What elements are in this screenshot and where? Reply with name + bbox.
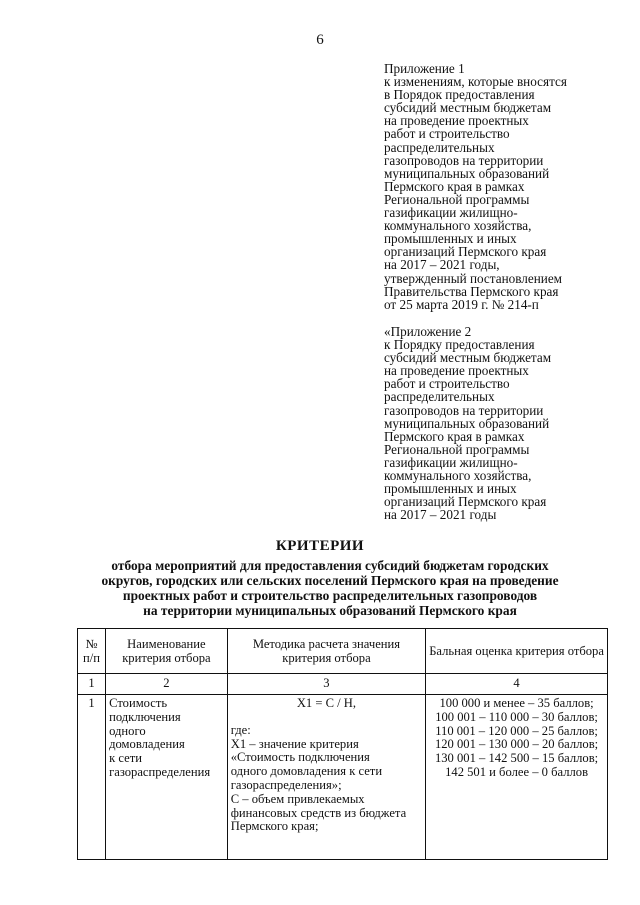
page-number: 6 (316, 32, 324, 48)
table-row (78, 695, 608, 860)
criterion-name-line: Стоимость (109, 696, 168, 710)
column-index: 2 (106, 674, 228, 695)
appendix-1-line: промышленных и иных (384, 231, 517, 247)
criterion-name-line: одного (109, 723, 146, 738)
header-score: Бальная оценка критерия отбора (426, 629, 608, 674)
criterion-name-line: газораспределения (109, 764, 211, 779)
method-line: «Стоимость подключения (230, 750, 370, 765)
appendix-1-line: утвержденный постановлением (384, 270, 563, 286)
method-line: Пермского края; (230, 819, 319, 834)
column-index: 3 (227, 674, 425, 695)
criterion-name-line: домовладения (109, 737, 185, 752)
score-line: 110 001 – 120 000 – 25 баллов; (435, 723, 598, 738)
appendix-2-line: к Порядку предоставления (384, 337, 535, 353)
appendix-1-line: на проведение проектных (384, 113, 529, 129)
header-calculation-method: Методика расчета значения критерия отбора (227, 629, 425, 674)
appendix-2-line: работ и строительство (384, 376, 510, 392)
appendix-1-line: распределительных (384, 139, 495, 155)
criterion-name (106, 695, 228, 860)
table-header-row (78, 629, 608, 674)
appendix-1-line: Региональной программы (384, 191, 530, 207)
score-line: 120 001 – 130 000 – 20 баллов; (434, 737, 599, 752)
appendix-2-line: организаций Пермского края (384, 494, 547, 510)
header-criterion-name: Наименование критерия отбора (106, 629, 228, 674)
appendix-2-line: промышленных и иных (384, 481, 517, 497)
row-number: 1 (78, 695, 106, 860)
score-line: 142 501 и более – 0 баллов (445, 764, 589, 779)
method-line: одного домовладения к сети (230, 764, 383, 779)
appendix-1-line: коммунального хозяйства, (384, 218, 532, 234)
header-number: № п/п (78, 629, 106, 674)
appendix-2-line: «Приложение 2 (384, 324, 472, 339)
subtitle-line: проектных работ и строительство распределительных газопроводов (122, 588, 538, 603)
appendix-1-line: Пермского края в рамках (384, 178, 525, 194)
criterion-name-line: к сети (109, 751, 142, 766)
appendix-1-line: работ и строительство (384, 126, 510, 142)
appendix-2-line: распределительных (384, 389, 495, 405)
appendix-1-line: газификации жилищно- (384, 205, 518, 221)
appendix-2-header (384, 325, 624, 521)
appendix-1-line: организаций Пермского края (384, 244, 547, 260)
method-line: С – объем привлекаемых (230, 791, 365, 806)
document-subtitle (40, 558, 620, 618)
subtitle-line: округов, городских или сельских поселений Пермского края на проведение (101, 573, 559, 588)
appendix-1-line: Приложение 1 (384, 61, 465, 76)
appendix-1-line: на 2017 – 2021 годы, (384, 257, 500, 273)
subtitle-line: отбора мероприятий для предоставления субсидий бюджетам городских (111, 558, 549, 573)
appendix-1-line: в Порядок предоставления (384, 87, 535, 103)
appendix-1-line: Правительства Пермского края (384, 283, 559, 299)
criterion-name-line: подключения (109, 709, 181, 724)
appendix-2-line: газопроводов на территории (384, 402, 544, 418)
formula: Х1 = С / Н, (296, 696, 357, 710)
method-line: Х1 – значение критерия (230, 736, 359, 751)
method-line: финансовых средств из бюджета (230, 805, 407, 820)
appendix-2-line: Пермского края в рамках (384, 428, 525, 444)
appendix-1-line: от 25 марта 2019 г. № 214-п (384, 296, 539, 312)
appendix-1-line: к изменениям, которые вносятся (384, 74, 567, 90)
subtitle-line: на территории муниципальных образований Пермского края (143, 603, 517, 618)
appendix-2-line: муниципальных образований (384, 415, 550, 431)
method-line: газораспределения»; (230, 777, 342, 792)
appendix-2-line: газификации жилищно- (384, 454, 518, 470)
appendix-1-line: газопроводов на территории (384, 152, 544, 168)
calculation-method (227, 695, 425, 860)
appendix-2-line: Региональной программы (384, 441, 530, 457)
column-index: 1 (78, 674, 106, 695)
appendix-2-line: коммунального хозяйства, (384, 468, 532, 484)
column-index: 4 (426, 674, 608, 695)
appendix-1-header (384, 62, 624, 311)
appendix-2-line: на проведение проектных (384, 363, 529, 379)
criteria-table (77, 628, 608, 860)
appendix-2-line: на 2017 – 2021 годы (384, 507, 497, 523)
score-line: 100 000 и менее – 35 баллов; (439, 696, 594, 710)
appendix-1-line: субсидий местным бюджетам (384, 100, 552, 116)
appendix-1-line: муниципальных образований (384, 165, 550, 181)
score-line: 100 001 – 110 000 – 30 баллов; (435, 709, 598, 724)
column-index-row (78, 674, 608, 695)
score-line: 130 001 – 142 500 – 15 баллов; (434, 751, 599, 766)
document-title: КРИТЕРИИ (275, 538, 365, 554)
method-line: где: (230, 722, 251, 737)
appendix-2-line: субсидий местным бюджетам (384, 350, 552, 366)
score-scale (426, 695, 608, 860)
